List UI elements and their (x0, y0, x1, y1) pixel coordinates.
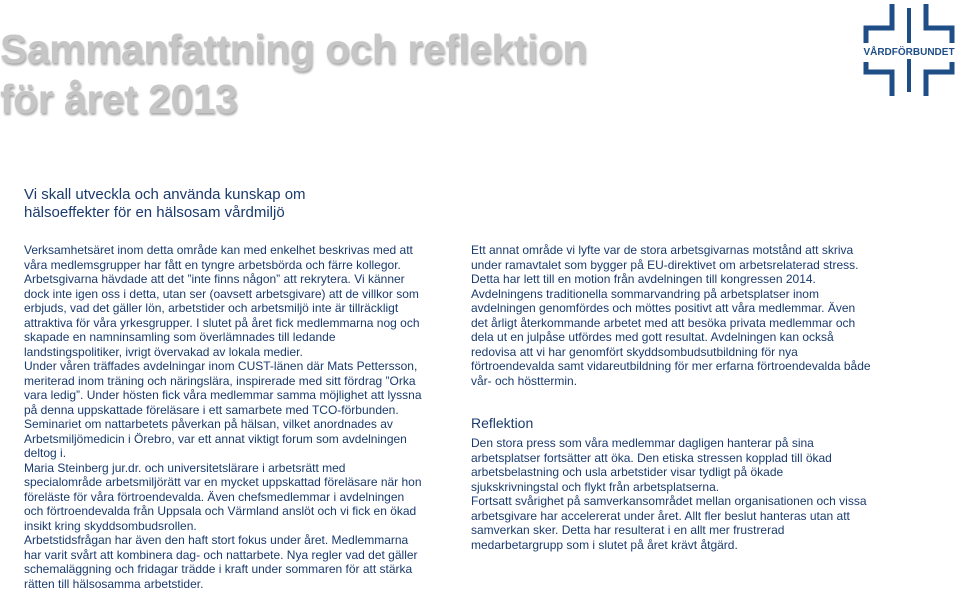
left-column (24, 243, 424, 591)
left-paragraph-2: Under våren träffades avdelningar inom CUST-länen där Mats Pettersson, meriterad inom träning och näringslära, inspirerade med sitt fördrag ”Orka vara ledig”. Under hösten fick våra medlemmar samma möjlighet att lyssna på denna uppskattade föreläsare i ett samarbete med TCO-förbunden. Seminariet om nattarbetets påverkan på hälsan, vilket anordnades av Arbetsmiljömedicin i Örebro, var ett annat viktigt forum som avdelningen deltog i. (24, 359, 422, 460)
left-paragraph-3: Maria Steinberg jur.dr. och universitetslärare i arbetsrätt med specialområde arbetsmiljörätt var en mycket uppskattad föreläsare när hon föreläste för våra förtroendevalda. Även chefsmedlemmar i avdelningen och förtroendevalda från Uppsala och Värmland anslöt och vi fick en ökad insikt kring skyddsombudsrollen. (24, 460, 422, 533)
subtitle-line2: hälsoeffekter för en hälsosam vårdmiljö (24, 204, 285, 221)
page-title (0, 24, 587, 124)
section-subtitle (24, 186, 306, 222)
reflektion-paragraph-1: Den stora press som våra medlemmar dagligen hanterar på sina arbetsplatser fortsätter att öka. Den etiska stressen kopplad till ökad arbetsbelastning och usla arbetstider visar tydligt på ökade sjukskrivningstal och flykt från arbetsplatserna. (471, 436, 832, 494)
right-paragraph-2: Avdelningens traditionella sommarvandring på arbetsplatser inom avdelningen genomfördes och möttes positivt att våra medlemmar. Även det årligt återkommande arbetet med att besöka privata medlemmar och dela ut en julpåse utfördes med gott resultat. Avdelningen kan också redovisa att vi har genomfört skyddsombudsutbildning för nya förtroendevalda samt vidareutbildning för mer erfarna förtroendevalda både vår- och hösttermin. (471, 286, 871, 388)
reflektion-paragraph-2: Fortsatt svårighet på samverkansområdet mellan organisationen och vissa arbetsgivare har accelererat under året. Allt fler beslut hanteras utan att samverkan sker. Detta har resulterat i en allt mer frustrerad medarbetargrupp som i slutet på året krävt åtgärd. (471, 494, 867, 552)
page-title-line2: för året 2013 (0, 76, 238, 122)
right-column (471, 243, 871, 552)
left-paragraph-4: Arbetstidsfrågan har även den haft stort fokus under året. Medlemmarna har varit svårt att kombinera dag- och nattarbete. Nya regler vad det gäller schemaläggning och fridagar trädde i kraft under sommaren för att stärka rätten till hälsosamma arbetstider. (24, 533, 418, 591)
logo-text: VÅRDFÖRBUNDET (863, 47, 955, 58)
vardforbundet-logo (858, 2, 960, 98)
page-title-line1: Sammanfattning och reflektion (0, 26, 587, 72)
right-paragraph-1: Ett annat område vi lyfte var de stora arbetsgivarnas motstånd att skriva under ramavtalet som bygger på EU-direktivet om arbetsrelaterad stress. Detta har lett till en motion från avdelningen till kongressen 2014. (471, 243, 859, 286)
left-paragraph-1: Verksamhetsäret inom detta område kan med enkelhet beskrivas med att våra medlemsgrupper har fått en tyngre arbetsbörda och färre kollegor. Arbetsgivarna hävdade att det ”inte finns någon” att rekrytera. Vi känner dock inte igen oss i detta, utan ser (oavsett arbetsgivare) att de villkor som erbjuds, vad det gäller lön, arbetstider och arbetsmiljö inte är tillräckligt attraktiva för våra yrkesgrupper. I slutet på året fick medlemmarna nog och skapade en namninsamling som överlämnades till ledande landstingspolitiker, ivrigt övervakad av lokala medier. (24, 243, 420, 359)
subtitle-line1: Vi skall utveckla och använda kunskap om (24, 186, 306, 203)
reflektion-heading: Reflektion (471, 415, 534, 431)
